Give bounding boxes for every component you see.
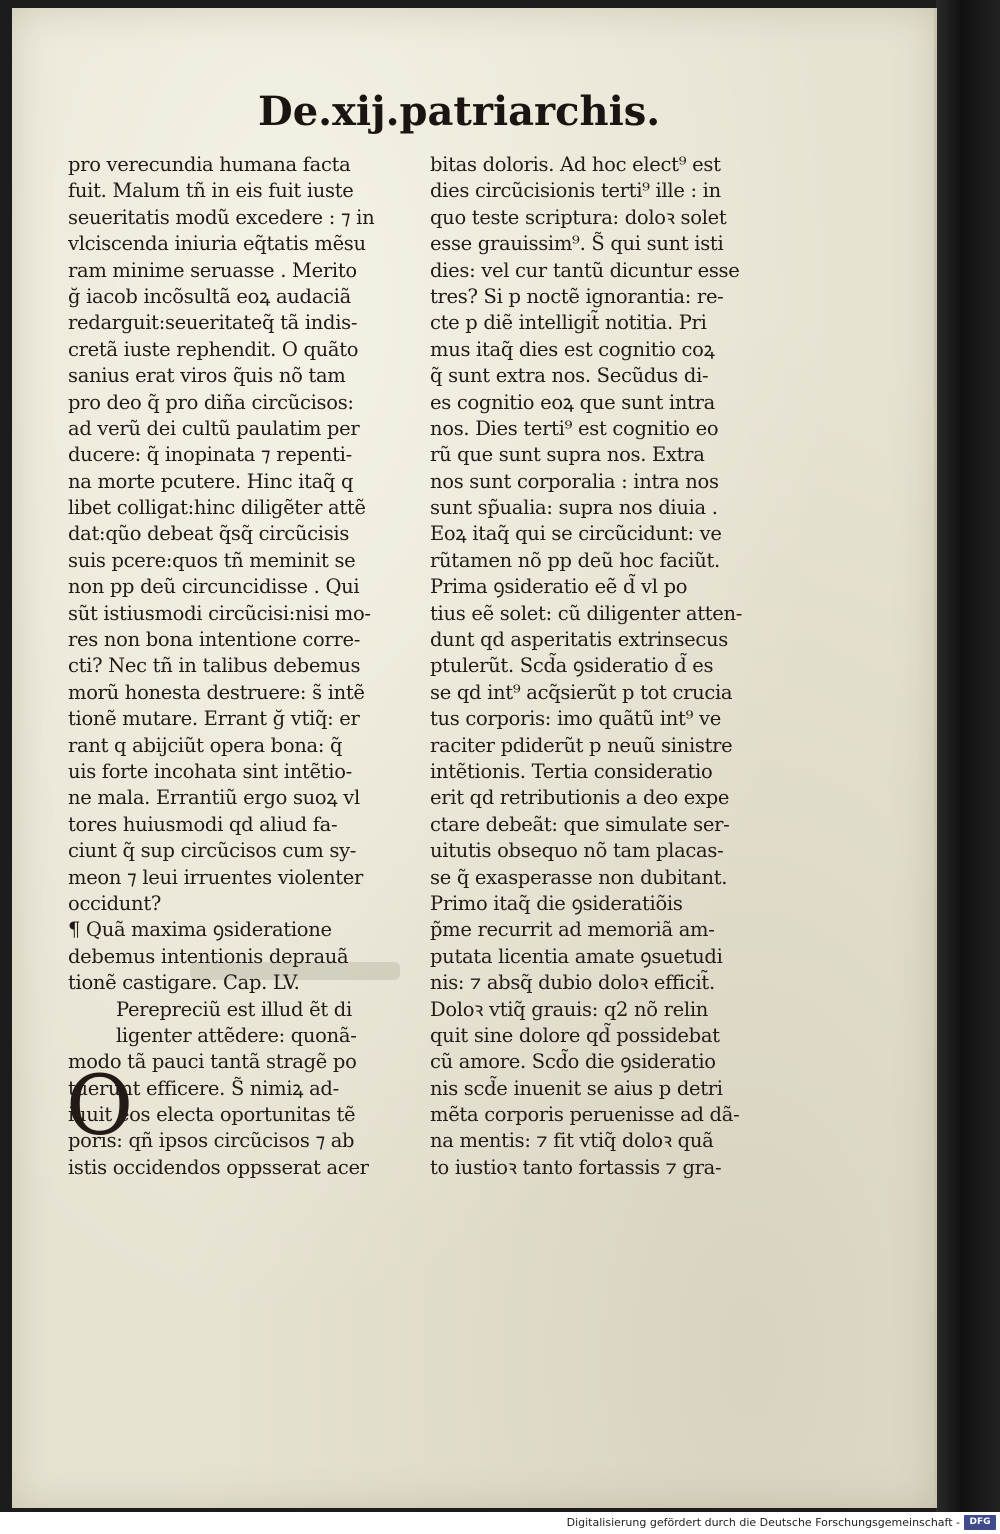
text-line: tius eẽ solet: cũ diligenter atten- bbox=[430, 601, 743, 625]
dfg-logo: DFG bbox=[964, 1515, 996, 1530]
text-line: ¶ Quã maxima ꝯsideratione bbox=[68, 918, 332, 942]
text-line: tores huiusmodi qd aliud fa- bbox=[68, 812, 338, 836]
text-line: ducere: q̃ inopinata ⁊ repenti- bbox=[68, 443, 352, 467]
running-title: De.xij.patriarchis. bbox=[258, 88, 661, 135]
text-line: iuuit eos electa oportunitas tẽ bbox=[68, 1103, 356, 1127]
text-line: morũ honesta destruere: s̃ intẽ bbox=[68, 680, 365, 704]
text-line: dies circũcisionis terti⁹ ille : in bbox=[430, 179, 721, 203]
text-line: modo tã pauci tantã stragẽ po bbox=[68, 1050, 357, 1074]
text-line: tionẽ mutare. Errant ğ vtiq̃: er bbox=[68, 707, 360, 731]
text-line: uis forte incohata sint intẽtio- bbox=[68, 759, 352, 783]
text-line: meon ⁊ leui irruentes violenter bbox=[68, 865, 364, 889]
text-line: es cognitio eoꝝ que sunt intra bbox=[430, 390, 715, 414]
text-line: tionẽ castigare. Cap. LV. bbox=[68, 971, 300, 995]
text-line: libet colligat:hinc diligẽter attẽ bbox=[68, 496, 366, 520]
right-text-column bbox=[430, 152, 778, 1181]
text-line: se q̃ exasperasse non dubitant. bbox=[430, 865, 728, 889]
text-line: ciunt q̃ sup circũcisos cum sy- bbox=[68, 839, 357, 863]
text-line: pro verecundia humana facta bbox=[68, 153, 351, 176]
text-line: cte p diẽ intelligit̃ notitia. Pri bbox=[430, 311, 707, 335]
text-line: ne mala. Errantiũ ergo suoꝝ vl bbox=[68, 786, 360, 810]
text-line: tres? Si p noctẽ ignorantia: re- bbox=[430, 284, 724, 308]
text-line: Doloꝛ vtiq̃ grauis: q2 nõ relin bbox=[430, 997, 709, 1021]
text-line: dies: vel cur tantũ dicuntur esse bbox=[430, 258, 740, 282]
text-line: putata licentia amate ꝯsuetudi bbox=[430, 944, 723, 968]
text-line: tuerunt efficere. S̃ nimiꝝ ad- bbox=[68, 1076, 339, 1100]
text-line: suis pcere:quos tñ meminit se bbox=[68, 548, 356, 572]
text-line: uitutis obsequo nõ tam placas- bbox=[430, 839, 724, 863]
text-line: dunt qd asperitatis extrinsecus bbox=[430, 628, 728, 652]
decorated-initial-o: O bbox=[66, 1059, 134, 1154]
text-line: mẽta corporis peruenisse ad dã- bbox=[430, 1103, 740, 1127]
text-line: Eoꝝ itaq̃ qui se circũcidunt: ve bbox=[430, 522, 722, 546]
text-line: ptulerũt. Scd̃a ꝯsideratio d̃ es bbox=[430, 654, 714, 678]
text-line: pro deo q̃ pro diña circũcisos: bbox=[68, 390, 354, 414]
text-line: cretã iuste rephendit. O quãto bbox=[68, 337, 359, 361]
text-line: dat:qũo debeat q̃sq̃ circũcisis bbox=[68, 522, 350, 546]
text-line: Prima ꝯsideratio eẽ d̃ vl po bbox=[430, 575, 688, 599]
text-line: p̃me recurrit ad memoriã am- bbox=[430, 918, 715, 942]
text-line: intẽtionis. Tertia consideratio bbox=[430, 759, 713, 783]
text-line: cũ amore. Scd̃o die ꝯsideratio bbox=[430, 1050, 716, 1074]
text-line: redarguit:seueritateq̃ tã indis- bbox=[68, 311, 358, 335]
text-line: ram minime seruasse . Merito bbox=[68, 258, 357, 282]
text-line: na mentis: ⁊ fit vtiq̃ doloꝛ quã bbox=[430, 1129, 714, 1153]
text-line: raciter pdiderũt p neuũ sinistre bbox=[430, 733, 733, 757]
text-line: rũtamen nõ pp deũ hoc faciũt. bbox=[430, 548, 720, 572]
text-line: Primo itaq̃ die ꝯsideratiõis bbox=[430, 891, 683, 915]
text-line: quit sine dolore qd̃ possidebat bbox=[430, 1023, 720, 1047]
book-binding-edge bbox=[936, 0, 1000, 1512]
text-line: erit qd retributionis a deo expe bbox=[430, 786, 730, 810]
left-text-column bbox=[68, 152, 408, 1181]
text-line: se qd int⁹ acq̃sierũt p tot crucia bbox=[430, 680, 733, 704]
text-line: istis occidendos oppsserat acer bbox=[68, 1155, 369, 1179]
text-line: fuit. Malum tñ in eis fuit iuste bbox=[68, 179, 354, 203]
text-line: Perepreciũ est illud ẽt di bbox=[116, 997, 352, 1021]
text-line: nos sunt corporalia : intra nos bbox=[430, 469, 719, 493]
text-line: rũ que sunt supra nos. Extra bbox=[430, 443, 705, 467]
text-line: occidunt? bbox=[68, 891, 162, 915]
text-line: quo teste scriptura: doloꝛ solet bbox=[430, 205, 727, 229]
text-line: ligenter attẽdere: quonã- bbox=[116, 1023, 357, 1047]
text-line: ad verũ dei cultũ paulatim per bbox=[68, 416, 360, 440]
text-line: seueritatis modũ excedere : ⁊ in bbox=[68, 205, 375, 229]
funding-credit: Digitalisierung gefördert durch die Deutsche Forschungsgemeinschaft - bbox=[566, 1516, 960, 1529]
text-line: nos. Dies terti⁹ est cognitio eo bbox=[430, 416, 719, 440]
text-line: non pp deũ circuncidisse . Qui bbox=[68, 575, 360, 599]
text-line: rant q abijciũt opera bona: q̃ bbox=[68, 733, 343, 757]
text-line: vlciscenda iniuria eq̃tatis mẽsu bbox=[68, 232, 366, 256]
text-line: nis scd̃e inuenit se aius p detri bbox=[430, 1076, 723, 1100]
text-line: nis: ⁊ absq̃ dubio doloꝛ efficit̃. bbox=[430, 971, 715, 995]
text-line: sanius erat viros q̃uis nõ tam bbox=[68, 364, 346, 388]
text-line: ctare debeãt: que simulate ser- bbox=[430, 812, 730, 836]
text-line: ğ iacob incõsultã eoꝝ audaciã bbox=[68, 284, 351, 308]
text-line: to iustioꝛ tanto fortassis ⁊ gra- bbox=[430, 1155, 722, 1179]
text-line: sũt istiusmodi circũcisi:nisi mo- bbox=[68, 601, 371, 625]
text-line: bitas doloris. Ad hoc elect⁹ est bbox=[430, 153, 721, 176]
text-line: debemus intentionis deprauã bbox=[68, 944, 349, 968]
footer-bar bbox=[0, 1512, 1000, 1534]
text-line: tus corporis: imo quãtũ int⁹ ve bbox=[430, 707, 721, 731]
text-line: poris: qñ ipsos circũcisos ⁊ ab bbox=[68, 1129, 355, 1153]
text-line: res non bona intentione corre- bbox=[68, 628, 361, 652]
text-line: sunt sp̃ualia: supra nos diuia . bbox=[430, 496, 718, 520]
text-line: esse grauissim⁹. S̃ qui sunt isti bbox=[430, 232, 724, 256]
text-line: q̃ sunt extra nos. Secũdus di- bbox=[430, 364, 709, 388]
text-line: cti? Nec tñ in talibus debemus bbox=[68, 654, 361, 678]
text-line: mus itaq̃ dies est cognitio coꝝ bbox=[430, 337, 715, 361]
text-line: na morte pcutere. Hinc itaq̃ q bbox=[68, 469, 354, 493]
